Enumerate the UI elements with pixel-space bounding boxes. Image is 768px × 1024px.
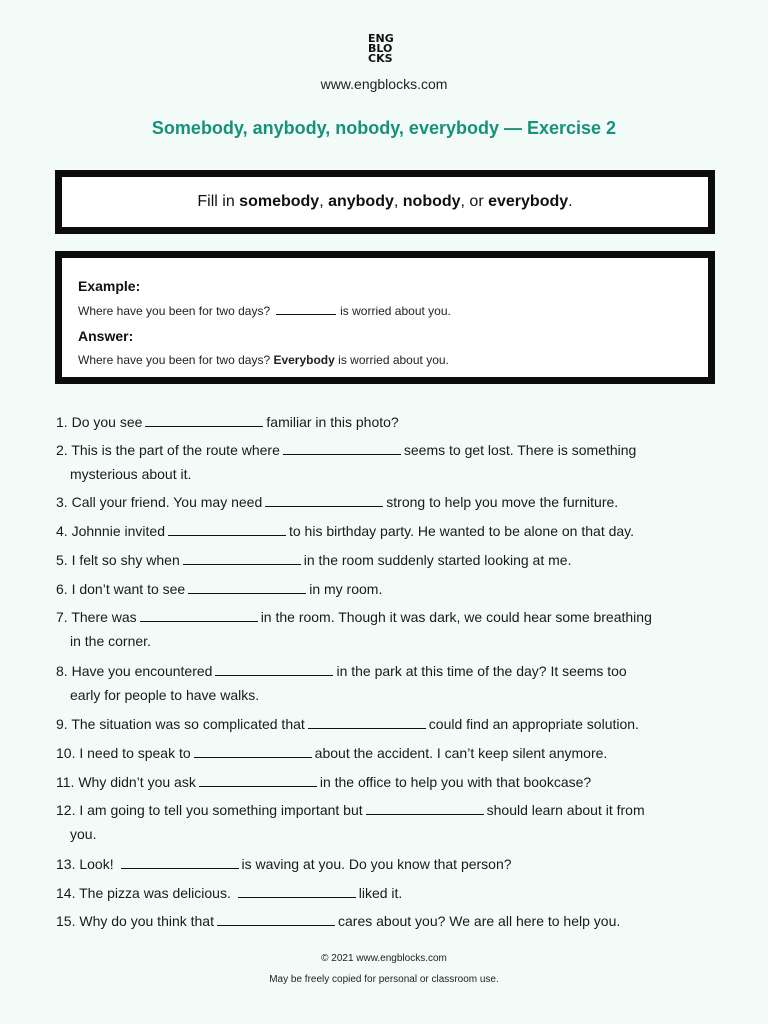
exercise-item	[56, 410, 716, 434]
item-after: is waving at you. Do you know that person?	[241, 856, 512, 872]
exercise-item	[56, 519, 716, 543]
item-after: cares about you? We are all here to help you.	[338, 913, 621, 929]
instructions-prefix: Fill in	[197, 193, 240, 210]
item-after: to his birthday party. He wanted to be alone on that day.	[288, 523, 635, 539]
item-before: I don’t want to see	[71, 581, 186, 597]
item-after: in the room suddenly started looking at me.	[303, 552, 572, 568]
example-blank	[276, 304, 336, 315]
item-after: in the park at this time of the day? It seems too	[336, 663, 627, 679]
word-everybody: everybody	[488, 193, 569, 210]
exercise-item	[56, 770, 716, 794]
item-before: I am going to tell you something important but	[79, 802, 363, 818]
answer-blank[interactable]	[140, 607, 258, 622]
item-number: 2.	[56, 442, 68, 458]
item-after: in the room. Though it was dark, we could hear some breathing	[260, 609, 652, 625]
answer-blank[interactable]	[188, 579, 306, 594]
item-before: Call your friend. You may need	[71, 494, 263, 510]
exercise-item	[56, 881, 716, 905]
item-after: liked it.	[358, 885, 403, 901]
item-number: 5.	[56, 552, 68, 568]
item-before: Why do you think that	[79, 913, 214, 929]
example-sentence	[78, 304, 451, 318]
item-before: There was	[71, 609, 137, 625]
answer-blank[interactable]	[168, 521, 286, 536]
logo-line: BLO	[368, 42, 393, 55]
item-before: Look!	[79, 856, 118, 872]
exercise-item	[56, 438, 716, 482]
answer-blank[interactable]	[217, 911, 335, 926]
answer-blank[interactable]	[238, 883, 356, 898]
example-before: Where have you been for two days?	[78, 304, 271, 318]
example-box	[55, 251, 715, 384]
item-number: 15.	[56, 913, 76, 929]
exercise-item	[56, 798, 716, 842]
engblocks-logo	[368, 34, 402, 64]
separator: , or	[460, 193, 489, 210]
answer-blank[interactable]	[121, 854, 239, 869]
item-number: 12.	[56, 802, 76, 818]
site-url: www.engblocks.com	[320, 76, 448, 92]
answer-blank[interactable]	[194, 743, 312, 758]
instructions-box	[55, 170, 715, 234]
page-title: Somebody, anybody, nobody, everybody — Exercise 2	[151, 118, 617, 138]
item-before: This is the part of the route where	[71, 442, 280, 458]
answer-blank[interactable]	[199, 772, 317, 787]
exercise-item	[56, 490, 716, 514]
item-after: about the accident. I can’t keep silent anymore.	[314, 745, 608, 761]
answer-blank[interactable]	[145, 412, 263, 427]
item-before: I need to speak to	[79, 745, 191, 761]
answer-blank[interactable]	[283, 440, 401, 455]
answer-sentence	[78, 353, 449, 367]
item-before: The situation was so complicated that	[71, 716, 305, 732]
item-after: familiar in this photo?	[266, 414, 399, 430]
copyright: © 2021 www.engblocks.com	[321, 953, 447, 964]
item-before: I felt so shy when	[71, 552, 180, 568]
exercise-item	[56, 741, 716, 765]
item-after: strong to help you move the furniture.	[386, 494, 619, 510]
exercise-item	[56, 577, 716, 601]
item-number: 4.	[56, 523, 68, 539]
separator: ,	[319, 193, 329, 210]
item-after: seems to get lost. There is something	[403, 442, 637, 458]
item-after: in the office to help you with that bookcase?	[319, 774, 592, 790]
answer-before: Where have you been for two days?	[78, 353, 274, 367]
exercise-item	[56, 548, 716, 572]
item-number: 1.	[56, 414, 68, 430]
item-before: Have you encountered	[71, 663, 213, 679]
item-before: Why didn’t you ask	[78, 774, 196, 790]
word-nobody: nobody	[402, 193, 461, 210]
answer-label: Answer:	[78, 328, 134, 344]
instructions-suffix: .	[568, 193, 573, 210]
logo-line: ENG	[368, 32, 394, 45]
item-continuation: you.	[70, 826, 97, 842]
instructions-text	[197, 193, 572, 211]
exercise-item	[56, 605, 716, 649]
item-number: 3.	[56, 494, 68, 510]
item-after: should learn about it from	[486, 802, 645, 818]
item-after: could find an appropriate solution.	[428, 716, 639, 732]
item-after: in my room.	[309, 581, 383, 597]
exercise-item	[56, 712, 716, 736]
example-after: is worried about you.	[340, 304, 451, 318]
item-number: 13.	[56, 856, 76, 872]
item-continuation: early for people to have walks.	[70, 687, 260, 703]
item-number: 8.	[56, 663, 68, 679]
item-before: The pizza was delicious.	[79, 885, 235, 901]
word-anybody: anybody	[328, 193, 394, 210]
answer-blank[interactable]	[265, 492, 383, 507]
item-before: Johnnie invited	[71, 523, 165, 539]
separator: ,	[393, 193, 403, 210]
answer-blank[interactable]	[215, 661, 333, 676]
answer-blank[interactable]	[308, 714, 426, 729]
example-label: Example:	[78, 278, 141, 294]
item-number: 9.	[56, 716, 68, 732]
item-before: Do you see	[71, 414, 143, 430]
answer-word: Everybody	[273, 353, 335, 367]
exercise-item	[56, 852, 716, 876]
item-number: 14.	[56, 885, 76, 901]
item-number: 11.	[56, 774, 75, 790]
logo-line: CKS	[368, 52, 393, 65]
item-number: 10.	[56, 745, 76, 761]
word-somebody: somebody	[239, 193, 320, 210]
item-continuation: in the corner.	[70, 633, 151, 649]
exercise-item	[56, 659, 716, 703]
answer-blank[interactable]	[183, 550, 301, 565]
answer-blank[interactable]	[366, 800, 484, 815]
usage-note: May be freely copied for personal or classroom use.	[269, 974, 499, 985]
item-continuation: mysterious about it.	[70, 466, 192, 482]
item-number: 7.	[56, 609, 68, 625]
item-number: 6.	[56, 581, 68, 597]
answer-after: is worried about you.	[334, 353, 449, 367]
exercise-item	[56, 909, 716, 933]
